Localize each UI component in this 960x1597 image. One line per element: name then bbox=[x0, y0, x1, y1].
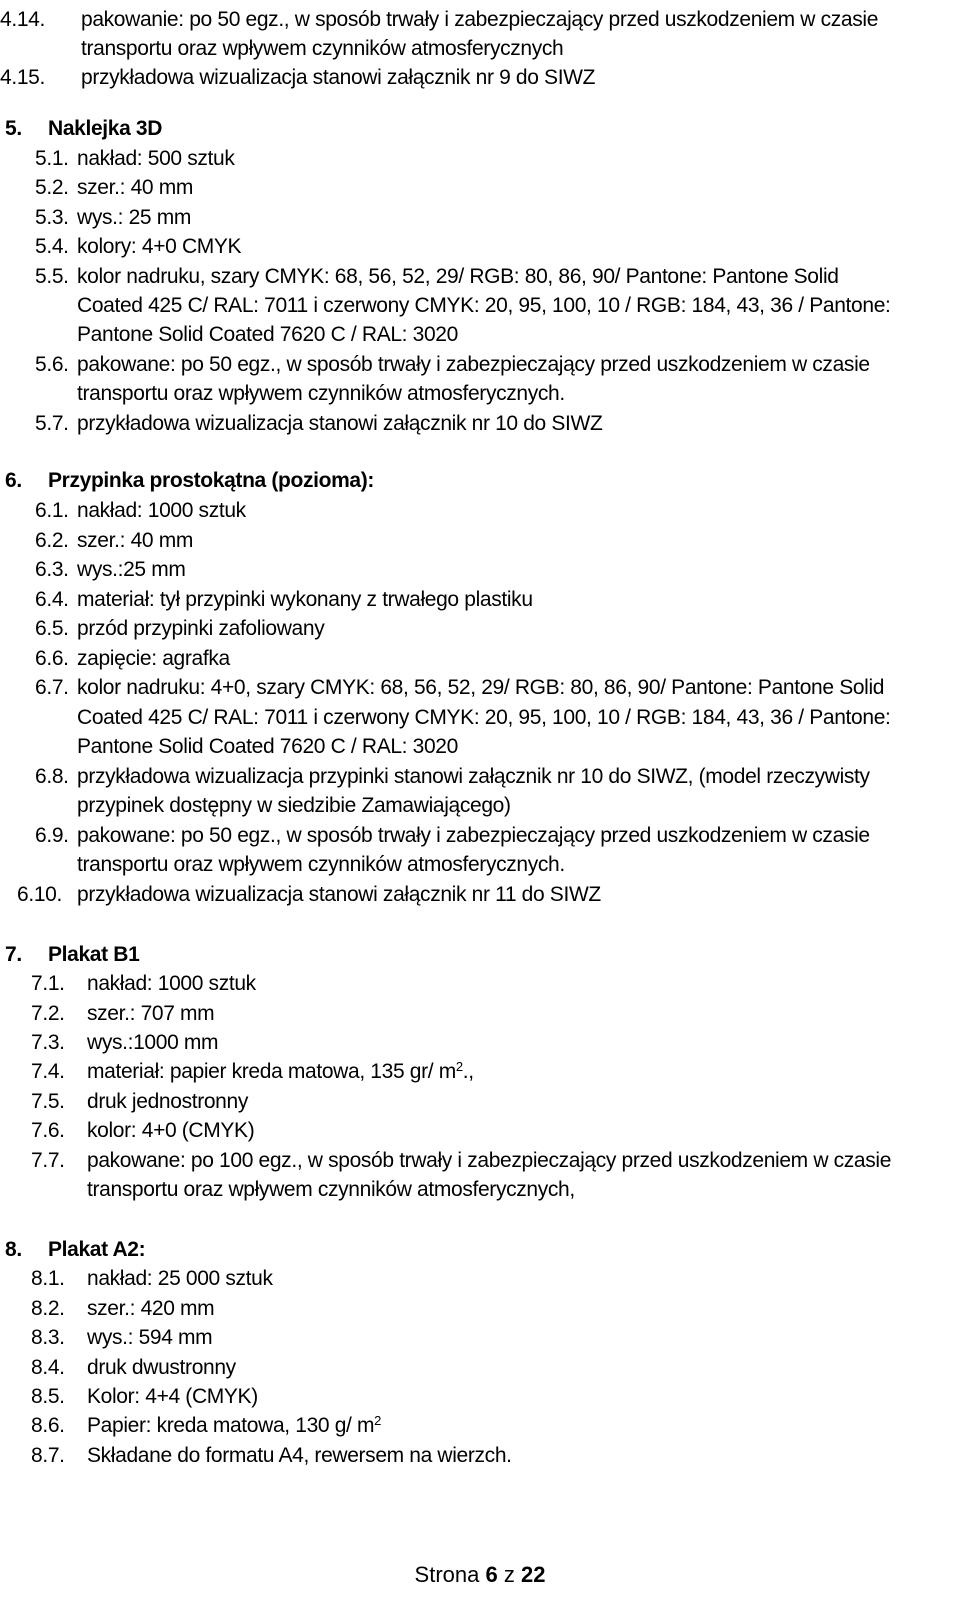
text-run: Coated 425 C/ RAL: 7011 i czerwony CMYK: 20, 95, 100, 10 / RGB: 184, 43, 36 / Pantone: bbox=[77, 706, 891, 729]
item-number: 6.8. bbox=[35, 765, 69, 788]
item-text bbox=[87, 969, 256, 999]
item-number: 7.6. bbox=[31, 1119, 65, 1142]
item-text bbox=[87, 999, 214, 1029]
text-run: Plakat A2: bbox=[48, 1238, 146, 1261]
text-run: Coated 425 C/ RAL: 7011 i czerwony CMYK: 20, 95, 100, 10 / RGB: 184, 43, 36 / Pantone: bbox=[77, 294, 891, 317]
section-heading bbox=[48, 940, 139, 970]
item-text bbox=[87, 1116, 254, 1146]
item-number: 6.10. bbox=[17, 883, 62, 906]
item-text bbox=[87, 1382, 258, 1412]
item-text bbox=[87, 1294, 214, 1324]
superscript: 2 bbox=[455, 1059, 463, 1074]
text-run: transportu oraz wpływem czynników atmosferycznych, bbox=[87, 1178, 575, 1201]
text-run: szer.: 707 mm bbox=[87, 1002, 215, 1025]
item-number: 7.4. bbox=[31, 1060, 65, 1083]
text-run: transportu oraz wpływem czynników atmosferycznych. bbox=[77, 382, 565, 405]
text-run: wys.:25 mm bbox=[77, 558, 186, 581]
item-continuation bbox=[77, 703, 891, 733]
item-number: 7.7. bbox=[31, 1149, 65, 1172]
text-run: kolor: 4+0 (CMYK) bbox=[87, 1119, 255, 1142]
item-number: 4.15. bbox=[0, 66, 45, 89]
item-number: 8.1. bbox=[31, 1267, 65, 1290]
section-heading bbox=[48, 1235, 145, 1265]
item-text bbox=[77, 496, 246, 526]
text-run: wys.: 25 mm bbox=[77, 206, 191, 229]
item-text bbox=[81, 63, 595, 93]
section-number: 5. bbox=[5, 117, 22, 140]
text-run: przykładowa wizualizacja stanowi załącznik nr 10 do SIWZ bbox=[77, 412, 603, 435]
text-run: przykładowa wizualizacja stanowi załącznik nr 11 do SIWZ bbox=[77, 883, 601, 906]
text-run: kolory: 4+0 CMYK bbox=[77, 235, 242, 258]
item-text bbox=[87, 1057, 474, 1087]
text-run: transportu oraz wpływem czynników atmosferycznych. bbox=[77, 853, 565, 876]
text-run: kolor nadruku, szary CMYK: 68, 56, 52, 29/ RGB: 80, 86, 90/ Pantone: Pantone Solid bbox=[77, 265, 839, 288]
item-number: 8.3. bbox=[31, 1326, 65, 1349]
item-text bbox=[87, 1323, 212, 1353]
item-text bbox=[87, 1353, 236, 1383]
item-number: 8.2. bbox=[31, 1297, 65, 1320]
item-text bbox=[77, 762, 870, 792]
page-footer bbox=[0, 1560, 960, 1590]
item-text bbox=[87, 1028, 218, 1058]
item-text bbox=[77, 585, 533, 615]
text-run: Naklejka 3D bbox=[48, 117, 163, 140]
text-run: przypinek dostępny w siedzibie Zamawiającego) bbox=[77, 794, 511, 817]
item-number: 7.3. bbox=[31, 1031, 65, 1054]
text-run: Przypinka prostokątna (pozioma): bbox=[48, 469, 375, 492]
text-run: Kolor: 4+4 (CMYK) bbox=[87, 1385, 258, 1408]
text-run: druk dwustronny bbox=[87, 1356, 236, 1379]
footer-middle: z bbox=[503, 1562, 515, 1587]
text-run: Plakat B1 bbox=[48, 943, 140, 966]
item-number: 6.1. bbox=[35, 499, 69, 522]
item-number: 6.6. bbox=[35, 647, 69, 670]
text-run: pakowane: po 50 egz., w sposób trwały i zabezpieczający przed uszkodzeniem w czasie bbox=[77, 353, 870, 376]
item-text bbox=[77, 673, 884, 703]
item-number: 6.3. bbox=[35, 558, 69, 581]
item-text bbox=[77, 644, 230, 674]
superscript: 2 bbox=[374, 1413, 382, 1428]
item-number: 5.4. bbox=[35, 235, 69, 258]
text-run: nakład: 500 sztuk bbox=[77, 147, 235, 170]
text-run: szer.: 40 mm bbox=[77, 529, 193, 552]
item-number: 7.5. bbox=[31, 1090, 65, 1113]
section-heading bbox=[48, 466, 374, 496]
item-text bbox=[87, 1411, 381, 1441]
text-run: przód przypinki zafoliowany bbox=[77, 617, 325, 640]
item-continuation bbox=[77, 850, 565, 880]
item-text bbox=[87, 1441, 512, 1471]
section-number: 8. bbox=[5, 1238, 22, 1261]
text-run-after: ., bbox=[462, 1060, 474, 1083]
text-run: kolor nadruku: 4+0, szary CMYK: 68, 56, 52, 29/ RGB: 80, 86, 90/ Pantone: Pantone Solid bbox=[77, 676, 885, 699]
item-text bbox=[77, 232, 241, 262]
footer-page-total: 22 bbox=[520, 1562, 546, 1587]
item-text bbox=[77, 880, 601, 910]
item-number: 6.5. bbox=[35, 617, 69, 640]
text-run: pakowane: po 50 egz., w sposób trwały i zabezpieczający przed uszkodzeniem w czasie bbox=[77, 824, 870, 847]
item-text bbox=[77, 409, 602, 439]
item-number: 8.7. bbox=[31, 1444, 65, 1467]
item-number: 8.4. bbox=[31, 1356, 65, 1379]
item-text bbox=[87, 1146, 891, 1176]
item-continuation bbox=[87, 1175, 575, 1205]
footer-prefix: Strona bbox=[414, 1562, 480, 1587]
text-run: nakład: 25 000 sztuk bbox=[87, 1267, 273, 1290]
text-run: Składane do formatu A4, rewersem na wierzch. bbox=[87, 1444, 512, 1467]
text-run: pakowane: po 100 egz., w sposób trwały i zabezpieczający przed uszkodzeniem w czasie bbox=[87, 1149, 892, 1172]
item-number: 6.7. bbox=[35, 676, 69, 699]
item-continuation bbox=[77, 320, 458, 350]
item-continuation bbox=[81, 34, 563, 64]
item-text bbox=[87, 1087, 248, 1117]
text-run: druk jednostronny bbox=[87, 1090, 248, 1113]
text-run: zapięcie: agrafka bbox=[77, 647, 230, 670]
text-run: Pantone Solid Coated 7620 C / RAL: 3020 bbox=[77, 735, 458, 758]
item-number: 6.2. bbox=[35, 529, 69, 552]
text-run: materiał: tył przypinki wykonany z trwałego plastiku bbox=[77, 588, 533, 611]
text-run: przykładowa wizualizacja przypinki stanowi załącznik nr 10 do SIWZ, (model rzeczywisty bbox=[77, 765, 870, 788]
text-run: szer.: 40 mm bbox=[77, 176, 193, 199]
item-text bbox=[77, 203, 191, 233]
text-run: Pantone Solid Coated 7620 C / RAL: 3020 bbox=[77, 323, 458, 346]
item-number: 5.1. bbox=[35, 147, 69, 170]
item-number: 5.6. bbox=[35, 353, 69, 376]
item-text bbox=[77, 555, 186, 585]
footer-page-number: 6 bbox=[485, 1562, 498, 1587]
text-run: wys.:1000 mm bbox=[87, 1031, 219, 1054]
section-number: 6. bbox=[5, 469, 22, 492]
text-run: wys.: 594 mm bbox=[87, 1326, 213, 1349]
item-continuation bbox=[77, 291, 891, 321]
section-number: 7. bbox=[5, 943, 22, 966]
text-run: nakład: 1000 sztuk bbox=[87, 972, 256, 995]
text-run: transportu oraz wpływem czynników atmosferycznych bbox=[81, 37, 564, 60]
item-number: 6.9. bbox=[35, 824, 69, 847]
item-text bbox=[87, 1264, 273, 1294]
item-number: 6.4. bbox=[35, 588, 69, 611]
item-text bbox=[77, 144, 235, 174]
item-continuation bbox=[77, 791, 511, 821]
item-number: 4.14. bbox=[0, 8, 45, 31]
item-number: 5.2. bbox=[35, 176, 69, 199]
item-text bbox=[77, 262, 839, 292]
item-continuation bbox=[77, 732, 458, 762]
item-number: 5.3. bbox=[35, 206, 69, 229]
item-continuation bbox=[77, 379, 565, 409]
item-text bbox=[77, 614, 324, 644]
item-number: 7.2. bbox=[31, 1002, 65, 1025]
text-run: pakowanie: po 50 egz., w sposób trwały i zabezpieczający przed uszkodzeniem w czasie bbox=[81, 8, 879, 31]
item-number: 8.6. bbox=[31, 1414, 65, 1437]
text-run: przykładowa wizualizacja stanowi załącznik nr 9 do SIWZ bbox=[81, 66, 596, 89]
item-text bbox=[77, 526, 193, 556]
text-run: szer.: 420 mm bbox=[87, 1297, 215, 1320]
item-text bbox=[81, 5, 878, 35]
item-number: 5.5. bbox=[35, 265, 69, 288]
item-text bbox=[77, 173, 193, 203]
item-number: 8.5. bbox=[31, 1385, 65, 1408]
item-number: 7.1. bbox=[31, 972, 65, 995]
text-run: nakład: 1000 sztuk bbox=[77, 499, 246, 522]
text-run: materiał: papier kreda matowa, 135 gr/ m bbox=[87, 1060, 456, 1083]
item-text bbox=[77, 350, 870, 380]
item-text bbox=[77, 821, 870, 851]
item-number: 5.7. bbox=[35, 412, 69, 435]
section-heading bbox=[48, 114, 162, 144]
text-run: Papier: kreda matowa, 130 g/ m bbox=[87, 1414, 375, 1437]
